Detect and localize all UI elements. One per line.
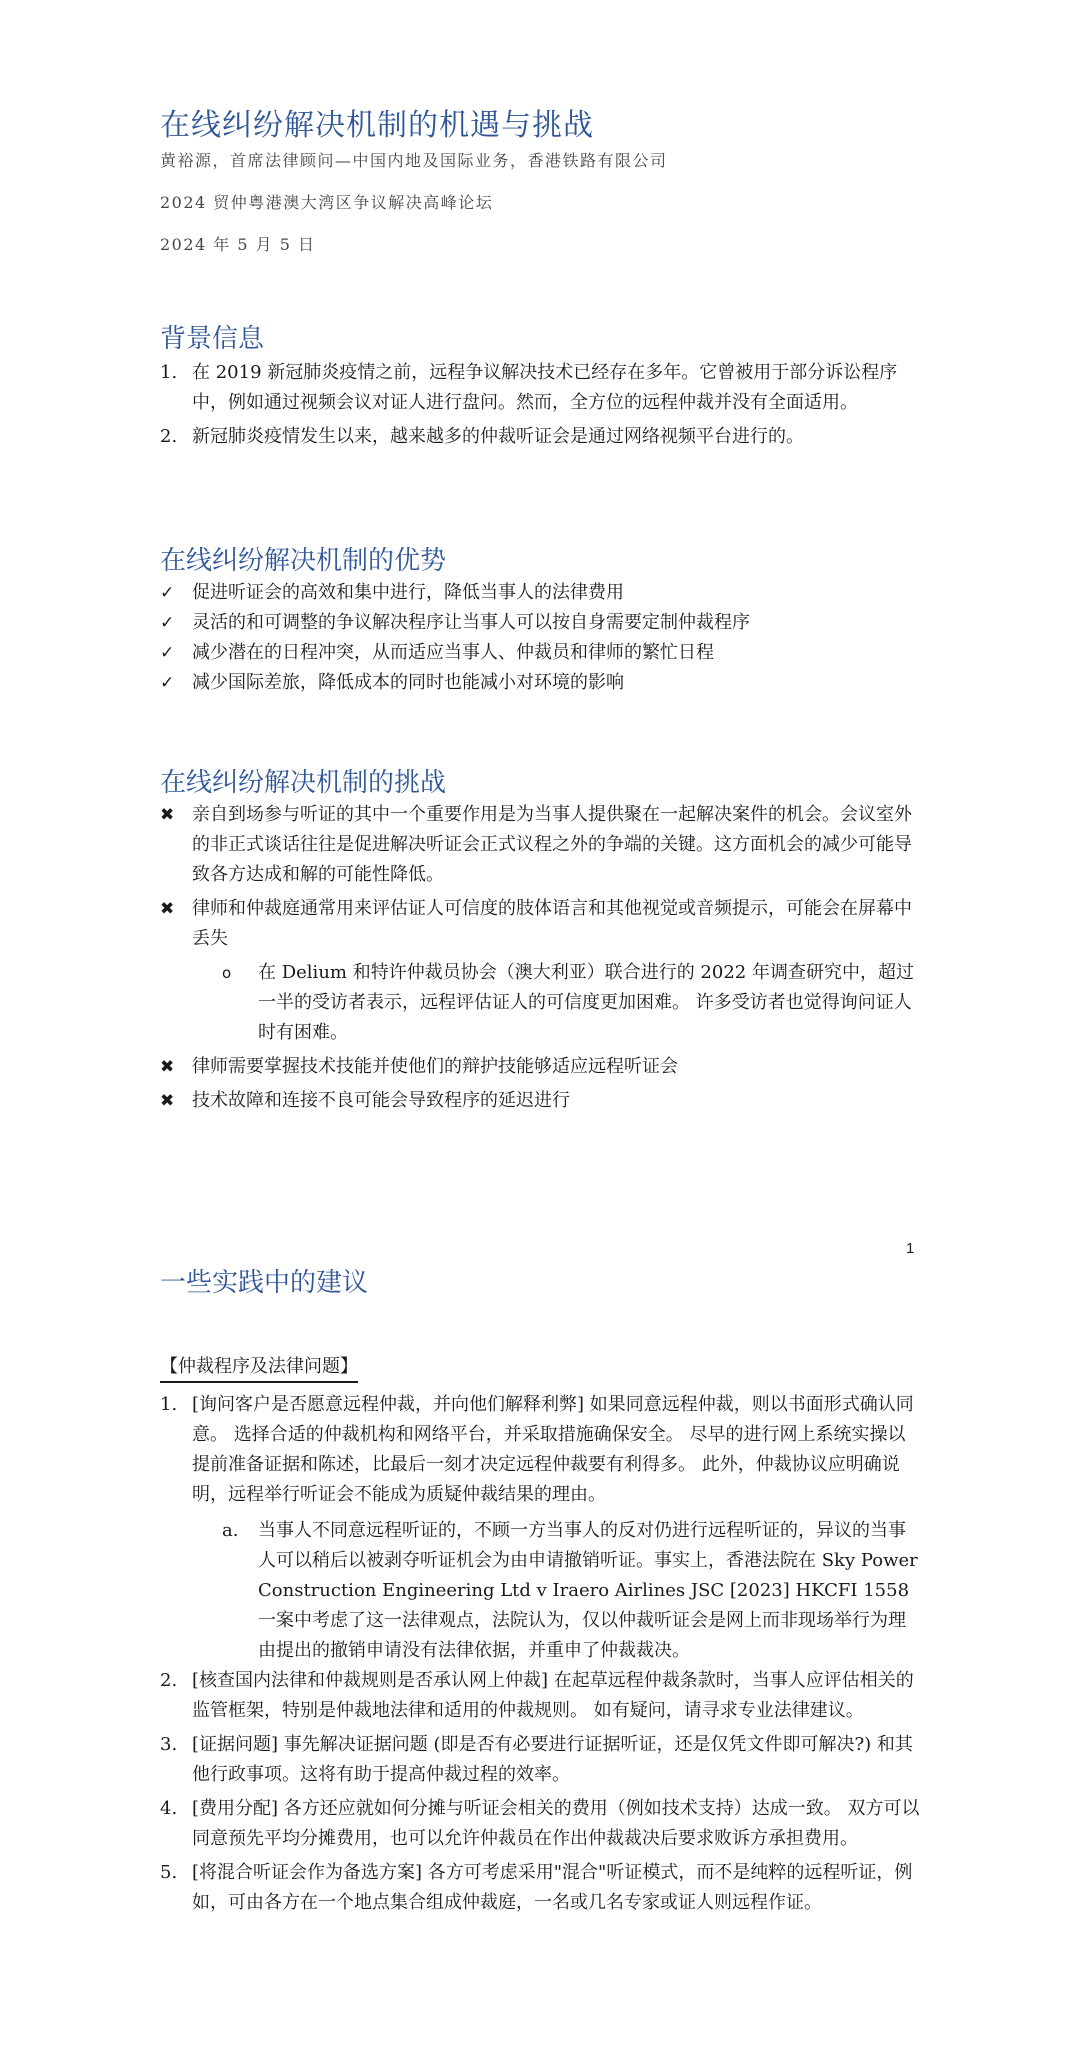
- sub-list-item-text: 在 Delium 和特许仲裁员协会（澳大利亚）联合进行的 2022 年调查研究中，超过一半的受访者表示，远程评估证人的可信度更加困难。 许多受访者也觉得询问证人时有困难。: [258, 962, 914, 1043]
- list-item-text: 律师需要掌握技术技能并使他们的辩护技能够适应远程听证会: [192, 1056, 678, 1077]
- sub-list-letter: a.: [222, 1520, 239, 1541]
- sub-list-item-text: 当事人不同意远程听证的，不顾一方当事人的反对仍进行远程听证的，异议的当事人可以稍后以被剥夺听证机会为由申请撤销听证。事实上，香港法院在 Sky Power Construction Engineering Ltd v Iraero Airlines JSC [2023] HKCFI 1558 一案中考虑了这一法律观点，法院认为，仅以仲裁听证会是网上而非现场举行为理由提出的撤销申请没有法律依据，并重申了仲裁裁决。: [258, 1520, 918, 1661]
- suggestions-heading: 一些实践中的建议: [160, 1268, 369, 1298]
- list-number: 1.: [160, 1394, 178, 1415]
- event-line: 2024 贸仲粤港澳大湾区争议解决高峰论坛: [160, 193, 494, 212]
- list-number: 2.: [160, 1670, 178, 1691]
- list-item-text: [费用分配] 各方还应就如何分摊与听证会相关的费用（例如技术支持）达成一致。 双方可以同意预先平均分摊费用，也可以允许仲裁员在作出仲裁裁决后要求败诉方承担费用。: [192, 1798, 920, 1849]
- list-number: 3.: [160, 1734, 178, 1755]
- check-icon: ✓: [160, 613, 175, 633]
- list-item: [160, 1858, 920, 1918]
- list-item: [160, 1666, 920, 1726]
- author-line: 黄裕源，首席法律顾问—中国内地及国际业务，香港铁路有限公司: [160, 151, 668, 170]
- list-number: 5.: [160, 1862, 178, 1883]
- advantages-list: [160, 578, 920, 698]
- challenges-heading: 在线纠纷解决机制的挑战: [160, 768, 447, 798]
- list-item-text: [将混合听证会作为备选方案] 各方可考虑采用"混合"听证模式，而不是纯粹的远程听证，例如，可由各方在一个地点集合组成仲裁庭，一名或几名专家或证人则远程作证。: [192, 1862, 913, 1913]
- list-item: [160, 578, 920, 608]
- cross-icon: ✖: [160, 1057, 175, 1077]
- list-item-text: 律师和仲裁庭通常用来评估证人可信度的肢体语言和其他视觉或音频提示，可能会在屏幕中丢失: [192, 898, 912, 949]
- list-item: [160, 608, 920, 638]
- sub-list-item: [160, 1516, 920, 1666]
- list-item: [160, 1390, 920, 1510]
- list-item: [160, 638, 920, 668]
- list-item-text: 促进听证会的高效和集中进行，降低当事人的法律费用: [192, 582, 624, 603]
- page-number: 1: [906, 1240, 915, 1257]
- list-item: [160, 358, 920, 418]
- check-icon: ✓: [160, 583, 175, 603]
- list-number: 1.: [160, 362, 178, 383]
- list-item: [160, 800, 920, 890]
- list-item: [160, 668, 920, 698]
- list-item: [160, 1730, 920, 1790]
- suggestions-list: [160, 1390, 920, 1922]
- section-label: 【仲裁程序及法律问题】: [160, 1352, 358, 1383]
- list-item: [160, 894, 920, 954]
- list-item-text: 技术故障和连接不良可能会导致程序的延迟进行: [192, 1090, 570, 1111]
- list-item-text: 减少潜在的日程冲突，从而适应当事人、仲裁员和律师的繁忙日程: [192, 642, 714, 663]
- list-item-text: [核查国内法律和仲裁规则是否承认网上仲裁] 在起草远程仲裁条款时，当事人应评估相关的监管框架，特别是仲裁地法律和适用的仲裁规则。 如有疑问，请寻求专业法律建议。: [192, 1670, 914, 1721]
- list-item-text: 亲自到场参与听证的其中一个重要作用是为当事人提供聚在一起解决案件的机会。会议室外的非正式谈话往往是促进解决听证会正式议程之外的争端的关键。这方面机会的减少可能导致各方达成和解的可能性降低。: [192, 804, 912, 885]
- list-item: [160, 422, 920, 452]
- list-item-text: 在 2019 新冠肺炎疫情之前，远程争议解决技术已经存在多年。它曾被用于部分诉讼程序中，例如通过视频会议对证人进行盘问。然而，全方位的远程仲裁并没有全面适用。: [192, 362, 898, 413]
- list-item: [160, 1052, 920, 1082]
- date-line: 2024 年 5 月 5 日: [160, 235, 316, 254]
- list-item-text: [证据问题] 事先解决证据问题 (即是否有必要进行证据听证，还是仅凭文件即可解决?) 和其他行政事项。这将有助于提高仲裁过程的效率。: [192, 1734, 913, 1785]
- list-number: 4.: [160, 1798, 178, 1819]
- challenges-list: [160, 800, 920, 1120]
- background-list: [160, 358, 920, 456]
- list-number: 2.: [160, 426, 178, 447]
- check-icon: ✓: [160, 643, 175, 663]
- cross-icon: ✖: [160, 899, 175, 919]
- background-heading: 背景信息: [160, 324, 265, 354]
- list-item-text: 新冠肺炎疫情发生以来，越来越多的仲裁听证会是通过网络视频平台进行的。: [192, 426, 804, 447]
- sub-list-item: [160, 958, 920, 1048]
- check-icon: ✓: [160, 673, 175, 693]
- document-title: 在线纠纷解决机制的机遇与挑战: [160, 108, 594, 143]
- list-item: [160, 1794, 920, 1854]
- list-item-text: [询问客户是否愿意远程仲裁，并向他们解释利弊] 如果同意远程仲裁，则以书面形式确认同意。 选择合适的仲裁机构和网络平台，并采取措施确保安全。 尽早的进行网上系统实操以提前准备证据和陈述，比最后一刻才决定远程仲裁要有利得多。 此外，仲裁协议应明确说明，远程举行听证会不能成为质疑仲裁结果的理由。: [192, 1394, 914, 1505]
- list-item-text: 灵活的和可调整的争议解决程序让当事人可以按自身需要定制仲裁程序: [192, 612, 750, 633]
- list-item-text: 减少国际差旅，降低成本的同时也能减小对环境的影响: [192, 672, 624, 693]
- cross-icon: ✖: [160, 805, 175, 825]
- circle-bullet-icon: o: [222, 964, 232, 982]
- list-item: [160, 1086, 920, 1116]
- advantages-heading: 在线纠纷解决机制的优势: [160, 546, 447, 576]
- cross-icon: ✖: [160, 1091, 175, 1111]
